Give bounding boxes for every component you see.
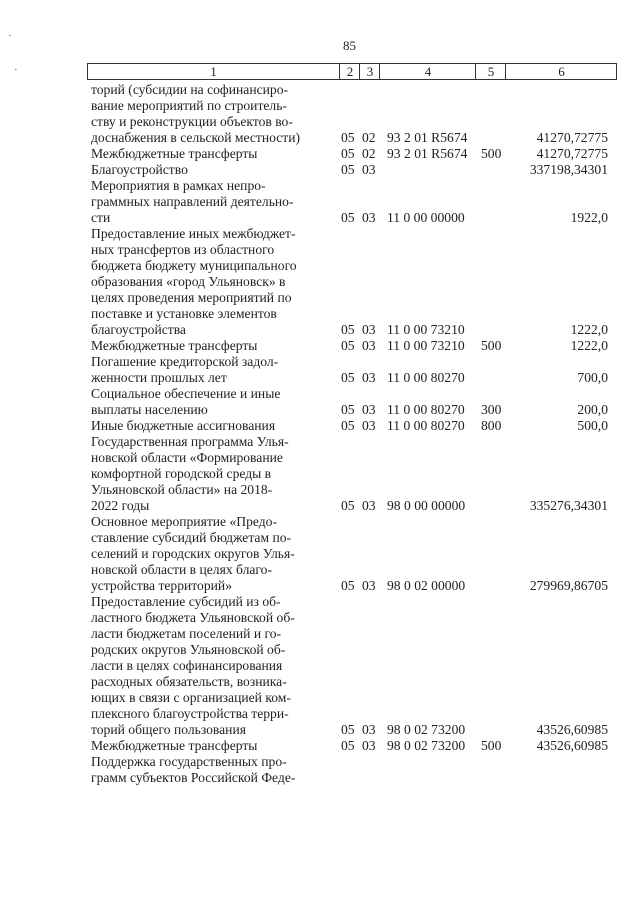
row-c2: 05 [341,322,355,337]
row-name-line: бюджета бюджету муниципального [91,258,297,273]
header-col-1: 1 [210,64,217,79]
row-c3: 03 [362,418,376,433]
row-c6: 200,0 [577,402,608,417]
table-row [0,226,640,338]
row-c4: 93 2 01 R5674 [387,146,468,161]
row-c4: 98 0 02 73200 [387,722,466,737]
row-c5: 500 [481,338,502,353]
row-c6: 279969,86705 [529,578,608,593]
row-c4: 11 0 00 80270 [387,370,465,385]
row-c2: 05 [341,130,355,145]
row-name-line: Межбюджетные трансферты [91,738,258,753]
row-name-line: ству и реконструкции объектов во- [91,114,293,129]
table-row [0,178,640,226]
row-c3: 02 [362,130,376,145]
row-name-line: торий общего пользования [91,722,246,737]
row-name-line: родских округов Ульяновской об- [91,642,286,657]
table-row [0,386,640,418]
row-c3: 03 [362,210,376,225]
row-c6: 41270,72775 [536,146,608,161]
row-c4: 98 0 00 00000 [387,498,466,513]
table-row [0,418,640,434]
table-row [0,338,640,354]
row-name-line: Погашение кредиторской задол- [91,354,279,369]
row-name-line: целях проведения мероприятий по [91,290,292,305]
row-c2: 05 [341,722,355,737]
table-row [0,434,640,514]
row-c4: 11 0 00 80270 [387,418,465,433]
row-name-line: благоустройства [91,322,186,337]
row-name-line: Основное мероприятие «Предо- [91,514,277,529]
scan-mark: · [14,64,18,76]
row-c6: 500,0 [577,418,608,433]
row-c6: 1922,0 [570,210,608,225]
header-col-2: 2 [339,64,360,79]
row-c4: 11 0 00 80270 [387,402,465,417]
row-c3: 03 [362,402,376,417]
row-c6: 1222,0 [570,338,608,353]
table-row [0,754,640,786]
table-row [0,162,640,178]
table-row [0,514,640,594]
row-name-line: Поддержка государственных про- [91,754,287,769]
row-c6: 43526,60985 [536,738,608,753]
row-name-line: плексного благоустройства терри- [91,706,289,721]
row-name-line: Ульяновской области» на 2018- [91,482,273,497]
row-name-line: ных трансфертов из областного [91,242,275,257]
row-c3: 03 [362,322,376,337]
row-name-line: комфортной городской среды в [91,466,272,481]
table-row [0,738,640,754]
row-name-line: вание мероприятий по строитель- [91,98,287,113]
scan-mark: · [8,30,12,42]
row-name-line: грамм субъектов Российской Феде- [91,770,296,785]
row-c2: 05 [341,338,355,353]
row-c6: 337198,34301 [529,162,608,177]
header-col-3: 3 [359,64,380,79]
row-c6: 43526,60985 [536,722,608,737]
row-name-line: Межбюджетные трансферты [91,338,258,353]
header-col-5: 5 [475,64,506,79]
row-name-line: Предоставление субсидий из об- [91,594,281,609]
row-name-line: ласти бюджетам поселений и го- [91,626,282,641]
row-c6: 41270,72775 [536,130,608,145]
row-name-line: устройства территорий» [91,578,232,593]
row-c3: 03 [362,498,376,513]
row-name-line: ставление субсидий бюджетам по- [91,530,292,545]
row-name-line: Межбюджетные трансферты [91,146,258,161]
row-name-line: расходных обязательств, возника- [91,674,287,689]
row-c2: 05 [341,578,355,593]
row-c6: 700,0 [577,370,608,385]
row-name-line: Государственная программа Улья- [91,434,289,449]
row-c4: 11 0 00 73210 [387,322,465,337]
row-c2: 05 [341,498,355,513]
row-c4: 11 0 00 73210 [387,338,465,353]
row-name-line: 2022 годы [91,498,150,513]
row-name-line: ласти в целях софинансирования [91,658,283,673]
row-name-line: женности прошлых лет [91,370,227,385]
row-name-line: Иные бюджетные ассигнования [91,418,276,433]
row-name-line: доснабжения в сельской местности) [91,130,301,145]
row-name-line: Благоустройство [91,162,188,177]
row-c2: 05 [341,418,355,433]
header-col-6: 6 [505,64,617,79]
row-c3: 03 [362,162,376,177]
row-name-line: селений и городских округов Улья- [91,546,295,561]
table-row [0,354,640,386]
row-name-line: торий (субсидии на софинансиро- [91,82,289,97]
row-c6: 335276,34301 [529,498,608,513]
row-name-line: новской области «Формирование [91,450,283,465]
row-c4: 98 0 02 00000 [387,578,466,593]
table-row [0,594,640,738]
row-c3: 03 [362,338,376,353]
row-c2: 05 [341,402,355,417]
row-name-line: граммных направлений деятельно- [91,194,294,209]
header-col-4: 4 [379,64,476,79]
row-c3: 02 [362,146,376,161]
row-c4: 93 2 01 R5674 [387,130,468,145]
row-name-line: сти [91,210,111,225]
row-c5: 500 [481,146,502,161]
row-c3: 03 [362,370,376,385]
row-c2: 05 [341,210,355,225]
row-name-line: образования «город Ульяновск» в [91,274,286,289]
row-c4: 98 0 02 73200 [387,738,466,753]
row-name-line: выплаты населению [91,402,208,417]
row-c3: 03 [362,722,376,737]
row-c3: 03 [362,578,376,593]
row-name-line: Предоставление иных межбюджет- [91,226,296,241]
table-header [87,63,617,80]
row-name-line: поставке и установке элементов [91,306,277,321]
row-name-line: новской области в целях благо- [91,562,272,577]
row-c3: 03 [362,738,376,753]
row-c2: 05 [341,146,355,161]
row-name-line: Социальное обеспечение и иные [91,386,281,401]
table-row [0,82,640,146]
row-c4: 11 0 00 00000 [387,210,465,225]
row-c2: 05 [341,738,355,753]
row-name-line: Мероприятия в рамках непро- [91,178,266,193]
table-row [0,146,640,162]
page-number: 85 [343,38,356,53]
row-c5: 300 [481,402,502,417]
row-c6: 1222,0 [570,322,608,337]
row-c2: 05 [341,370,355,385]
row-name-line: ластного бюджета Ульяновской об- [91,610,295,625]
row-c2: 05 [341,162,355,177]
row-c5: 500 [481,738,502,753]
row-c5: 800 [481,418,502,433]
row-name-line: ющих в связи с организацией ком- [91,690,291,705]
